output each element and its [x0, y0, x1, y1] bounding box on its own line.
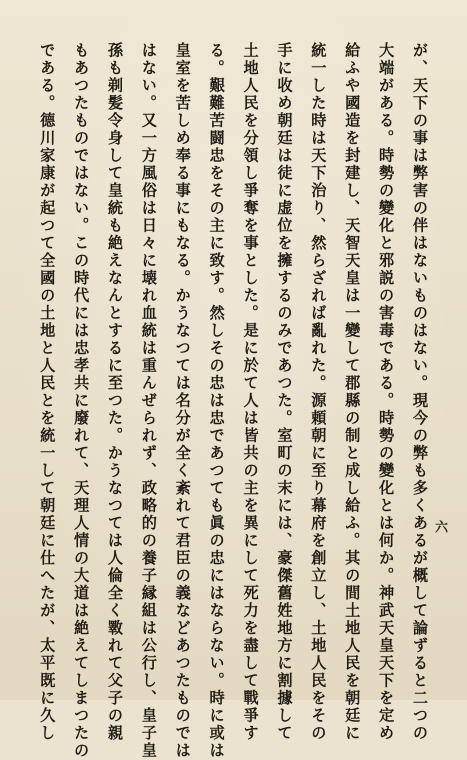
- text-column: である。德川家康が起つて全國の土地と人民とを統一して朝廷に仕へたが、太平既に久し: [38, 42, 57, 742]
- page-number: 六: [432, 520, 447, 533]
- text-column: 統一した時は天下治り、然らざれば亂れた。源頼朝に至り幕府を創立し、土地人民をその: [309, 42, 328, 742]
- text-column: 土地人民を分領し爭奪を事とした。是に於て人は皆共の主を異にして死力を盡して戰爭す: [241, 42, 260, 742]
- text-column: 孫も剃髪令身して皇統も絶えなんとするに至つた。かうなつては人倫全く斁れて父子の親: [105, 42, 124, 742]
- text-column: 手に收め朝廷は徒に虚位を擁するのみであつた。室町の末には、豪傑舊姓地方に割據して: [275, 42, 294, 742]
- text-column: が、天下の事は弊害の伴はないものはない。現今の弊も多くあるが概して論ずると二つの: [411, 42, 429, 742]
- text-column: 大端がある。時勢の變化と邪説の害毒である。時勢の變化とは何か。神武天皇天下を定め: [377, 42, 396, 742]
- text-column: 給ふや國造を封建し、天智天皇は一變して郡縣の制と成し給ふ。其の間土地人民を朝廷に: [343, 42, 362, 742]
- text-column: はない。又一方風俗は日々に壊れ血統は重んぜられず、政略的の養子縁組は公行し、皇子皇: [139, 42, 158, 760]
- text-column: 皇室を苦しめ奉る事にもなる。かうなつては名分が全く紊れて君臣の義などあつたものでは: [173, 42, 192, 760]
- text-column: る。艱難苦闘忠をその主に致す。然しその忠は忠であつても眞の忠にはならない。時に或は: [207, 42, 226, 760]
- vertical-text-block: [38, 42, 429, 760]
- text-column: もあつたものではない。この時代には忠孝共に廢れて、天理人情の大道は絶えてしまつたの: [72, 42, 91, 760]
